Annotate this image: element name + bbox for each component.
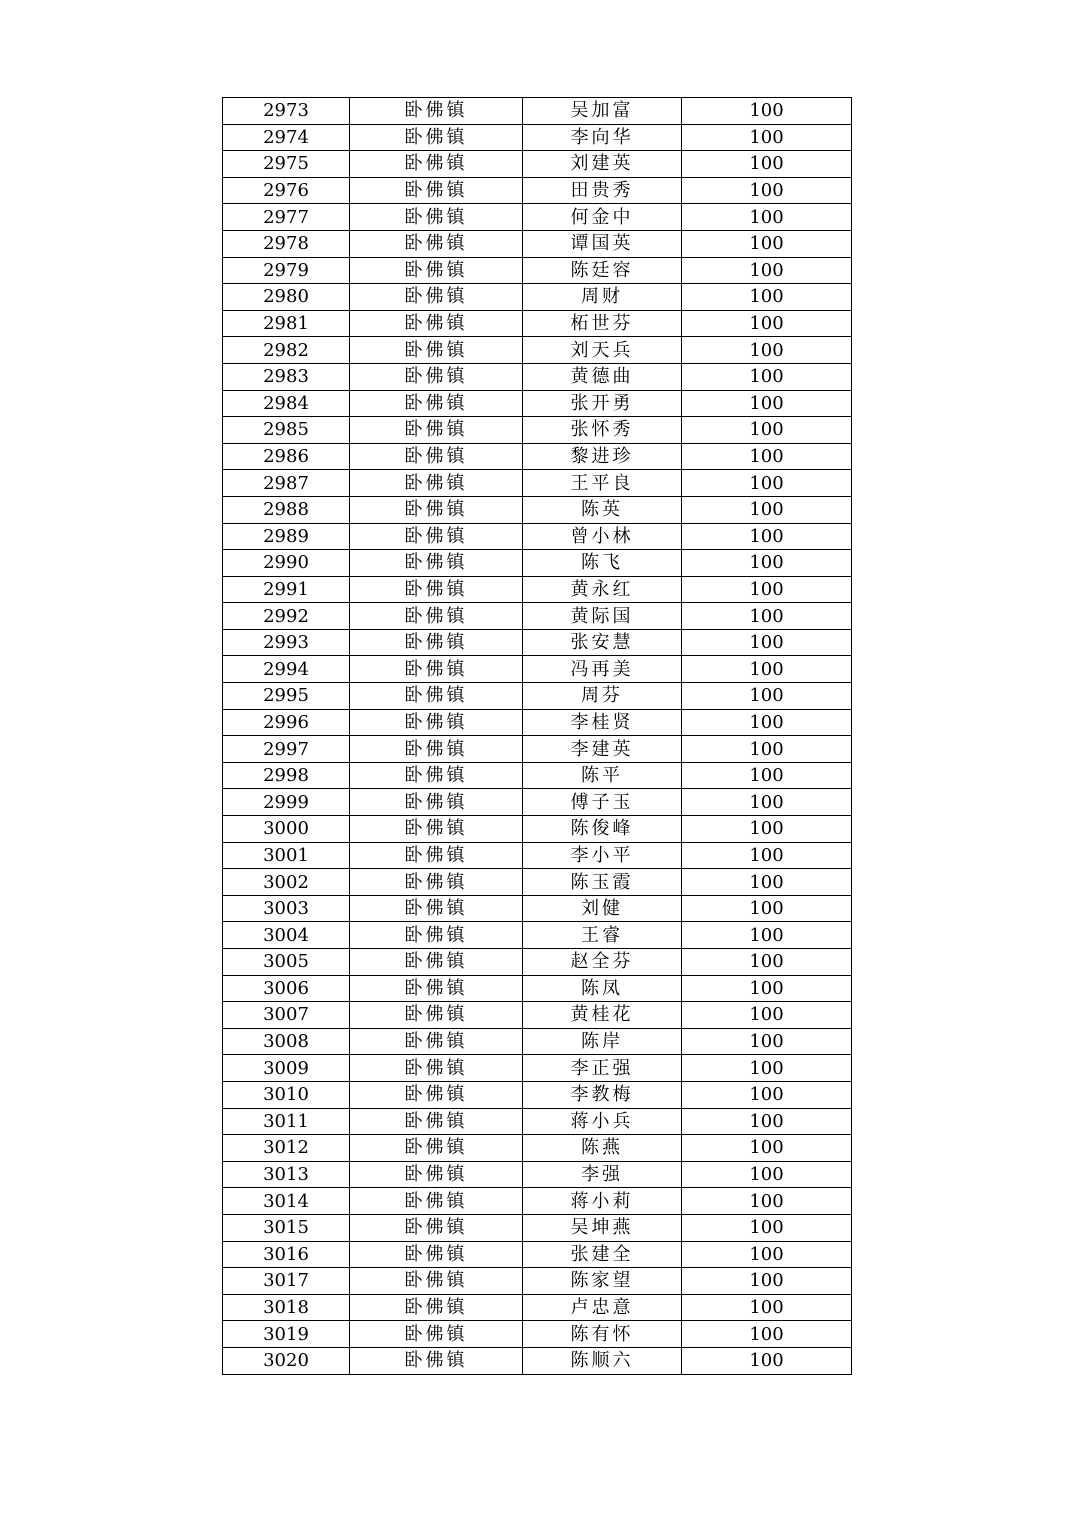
town-cell: 卧佛镇 [350, 762, 523, 789]
person-name-cell: 黎进珍 [523, 443, 682, 470]
table-row [223, 816, 852, 843]
row-number-cell: 2986 [223, 443, 350, 470]
row-number-cell: 3004 [223, 922, 350, 949]
town-cell: 卧佛镇 [350, 736, 523, 763]
person-name-cell: 陈俊峰 [523, 816, 682, 843]
town-cell: 卧佛镇 [350, 204, 523, 231]
row-number-cell: 3005 [223, 949, 350, 976]
table-row [223, 363, 852, 390]
table-row [223, 1108, 852, 1135]
person-name-cell: 王睿 [523, 922, 682, 949]
town-cell: 卧佛镇 [350, 709, 523, 736]
row-number-cell: 2994 [223, 656, 350, 683]
row-number-cell: 2989 [223, 523, 350, 550]
person-name-cell: 陈顺六 [523, 1347, 682, 1374]
table-row [223, 869, 852, 896]
person-name-cell: 李小平 [523, 842, 682, 869]
person-name-cell: 张建全 [523, 1241, 682, 1268]
table-row [223, 523, 852, 550]
amount-cell: 100 [682, 1188, 852, 1215]
row-number-cell: 2997 [223, 736, 350, 763]
row-number-cell: 3017 [223, 1268, 350, 1295]
row-number-cell: 2999 [223, 789, 350, 816]
amount-cell: 100 [682, 1321, 852, 1348]
person-name-cell: 刘健 [523, 895, 682, 922]
row-number-cell: 2984 [223, 390, 350, 417]
amount-cell: 100 [682, 975, 852, 1002]
town-cell: 卧佛镇 [350, 417, 523, 444]
amount-cell: 100 [682, 895, 852, 922]
amount-cell: 100 [682, 363, 852, 390]
town-cell: 卧佛镇 [350, 1108, 523, 1135]
row-number-cell: 3019 [223, 1321, 350, 1348]
person-name-cell: 卢忠意 [523, 1294, 682, 1321]
table-row [223, 842, 852, 869]
row-number-cell: 2993 [223, 629, 350, 656]
amount-cell: 100 [682, 496, 852, 523]
town-cell: 卧佛镇 [350, 789, 523, 816]
table-row [223, 949, 852, 976]
amount-cell: 100 [682, 470, 852, 497]
amount-cell: 100 [682, 257, 852, 284]
table-row [223, 1002, 852, 1029]
row-number-cell: 2975 [223, 151, 350, 178]
amount-cell: 100 [682, 1028, 852, 1055]
amount-cell: 100 [682, 230, 852, 257]
amount-cell: 100 [682, 1241, 852, 1268]
person-name-cell: 张怀秀 [523, 417, 682, 444]
amount-cell: 100 [682, 390, 852, 417]
row-number-cell: 3001 [223, 842, 350, 869]
table-row [223, 576, 852, 603]
table-row [223, 683, 852, 710]
row-number-cell: 3002 [223, 869, 350, 896]
town-cell: 卧佛镇 [350, 1268, 523, 1295]
table-row [223, 762, 852, 789]
person-name-cell: 李桂贤 [523, 709, 682, 736]
table-row [223, 1161, 852, 1188]
amount-cell: 100 [682, 629, 852, 656]
person-name-cell: 陈玉霞 [523, 869, 682, 896]
row-number-cell: 3010 [223, 1081, 350, 1108]
row-number-cell: 3018 [223, 1294, 350, 1321]
amount-cell: 100 [682, 151, 852, 178]
row-number-cell: 2992 [223, 603, 350, 630]
town-cell: 卧佛镇 [350, 1081, 523, 1108]
row-number-cell: 3015 [223, 1214, 350, 1241]
table-row [223, 98, 852, 125]
person-name-cell: 蒋小莉 [523, 1188, 682, 1215]
town-cell: 卧佛镇 [350, 230, 523, 257]
town-cell: 卧佛镇 [350, 576, 523, 603]
town-cell: 卧佛镇 [350, 1028, 523, 1055]
table-row [223, 1188, 852, 1215]
town-cell: 卧佛镇 [350, 550, 523, 577]
table-row [223, 629, 852, 656]
row-number-cell: 3016 [223, 1241, 350, 1268]
town-cell: 卧佛镇 [350, 656, 523, 683]
town-cell: 卧佛镇 [350, 1161, 523, 1188]
table-row [223, 1214, 852, 1241]
row-number-cell: 2973 [223, 98, 350, 125]
town-cell: 卧佛镇 [350, 975, 523, 1002]
town-cell: 卧佛镇 [350, 1002, 523, 1029]
town-cell: 卧佛镇 [350, 337, 523, 364]
amount-cell: 100 [682, 1294, 852, 1321]
row-number-cell: 3013 [223, 1161, 350, 1188]
table-row [223, 443, 852, 470]
row-number-cell: 2983 [223, 363, 350, 390]
person-name-cell: 张安慧 [523, 629, 682, 656]
town-cell: 卧佛镇 [350, 257, 523, 284]
amount-cell: 100 [682, 949, 852, 976]
row-number-cell: 2995 [223, 683, 350, 710]
amount-cell: 100 [682, 922, 852, 949]
person-name-cell: 陈岸 [523, 1028, 682, 1055]
person-name-cell: 周财 [523, 284, 682, 311]
person-name-cell: 黄际国 [523, 603, 682, 630]
town-cell: 卧佛镇 [350, 949, 523, 976]
town-cell: 卧佛镇 [350, 603, 523, 630]
row-number-cell: 2980 [223, 284, 350, 311]
table-row [223, 124, 852, 151]
person-name-cell: 刘建英 [523, 151, 682, 178]
amount-cell: 100 [682, 417, 852, 444]
table-row [223, 177, 852, 204]
person-name-cell: 蒋小兵 [523, 1108, 682, 1135]
table-row [223, 151, 852, 178]
table-row [223, 230, 852, 257]
amount-cell: 100 [682, 1268, 852, 1295]
row-number-cell: 3012 [223, 1135, 350, 1162]
table-row [223, 310, 852, 337]
table-row [223, 1268, 852, 1295]
town-cell: 卧佛镇 [350, 284, 523, 311]
town-cell: 卧佛镇 [350, 1055, 523, 1082]
person-name-cell: 谭国英 [523, 230, 682, 257]
amount-cell: 100 [682, 789, 852, 816]
amount-cell: 100 [682, 842, 852, 869]
person-name-cell: 李教梅 [523, 1081, 682, 1108]
person-name-cell: 田贵秀 [523, 177, 682, 204]
amount-cell: 100 [682, 204, 852, 231]
amount-cell: 100 [682, 1214, 852, 1241]
person-name-cell: 傅子玉 [523, 789, 682, 816]
person-name-cell: 冯再美 [523, 656, 682, 683]
town-cell: 卧佛镇 [350, 1135, 523, 1162]
amount-cell: 100 [682, 124, 852, 151]
amount-cell: 100 [682, 177, 852, 204]
person-name-cell: 黄永红 [523, 576, 682, 603]
row-number-cell: 2976 [223, 177, 350, 204]
person-name-cell: 赵全芬 [523, 949, 682, 976]
amount-cell: 100 [682, 576, 852, 603]
row-number-cell: 3009 [223, 1055, 350, 1082]
row-number-cell: 2974 [223, 124, 350, 151]
town-cell: 卧佛镇 [350, 1241, 523, 1268]
roster-table [222, 97, 852, 1375]
row-number-cell: 2979 [223, 257, 350, 284]
person-name-cell: 吴加富 [523, 98, 682, 125]
town-cell: 卧佛镇 [350, 895, 523, 922]
person-name-cell: 陈廷容 [523, 257, 682, 284]
table-row [223, 417, 852, 444]
amount-cell: 100 [682, 523, 852, 550]
person-name-cell: 陈燕 [523, 1135, 682, 1162]
person-name-cell: 李向华 [523, 124, 682, 151]
person-name-cell: 黄桂花 [523, 1002, 682, 1029]
row-number-cell: 2990 [223, 550, 350, 577]
amount-cell: 100 [682, 1002, 852, 1029]
table-row [223, 709, 852, 736]
person-name-cell: 黄德曲 [523, 363, 682, 390]
row-number-cell: 2991 [223, 576, 350, 603]
person-name-cell: 陈飞 [523, 550, 682, 577]
amount-cell: 100 [682, 443, 852, 470]
person-name-cell: 何金中 [523, 204, 682, 231]
amount-cell: 100 [682, 1135, 852, 1162]
table-row [223, 922, 852, 949]
town-cell: 卧佛镇 [350, 470, 523, 497]
table-row [223, 550, 852, 577]
row-number-cell: 2981 [223, 310, 350, 337]
table-row [223, 1055, 852, 1082]
person-name-cell: 李强 [523, 1161, 682, 1188]
town-cell: 卧佛镇 [350, 629, 523, 656]
person-name-cell: 陈英 [523, 496, 682, 523]
town-cell: 卧佛镇 [350, 177, 523, 204]
table-row [223, 656, 852, 683]
town-cell: 卧佛镇 [350, 1321, 523, 1348]
row-number-cell: 3003 [223, 895, 350, 922]
town-cell: 卧佛镇 [350, 496, 523, 523]
table-row [223, 1347, 852, 1374]
row-number-cell: 3006 [223, 975, 350, 1002]
amount-cell: 100 [682, 1347, 852, 1374]
town-cell: 卧佛镇 [350, 816, 523, 843]
row-number-cell: 2988 [223, 496, 350, 523]
town-cell: 卧佛镇 [350, 523, 523, 550]
amount-cell: 100 [682, 683, 852, 710]
person-name-cell: 张开勇 [523, 390, 682, 417]
row-number-cell: 2998 [223, 762, 350, 789]
amount-cell: 100 [682, 869, 852, 896]
town-cell: 卧佛镇 [350, 1294, 523, 1321]
person-name-cell: 李正强 [523, 1055, 682, 1082]
table-row [223, 1135, 852, 1162]
table-row [223, 496, 852, 523]
person-name-cell: 陈平 [523, 762, 682, 789]
person-name-cell: 陈家望 [523, 1268, 682, 1295]
town-cell: 卧佛镇 [350, 98, 523, 125]
table-row [223, 789, 852, 816]
person-name-cell: 吴坤燕 [523, 1214, 682, 1241]
table-row [223, 603, 852, 630]
amount-cell: 100 [682, 603, 852, 630]
town-cell: 卧佛镇 [350, 310, 523, 337]
town-cell: 卧佛镇 [350, 922, 523, 949]
amount-cell: 100 [682, 656, 852, 683]
amount-cell: 100 [682, 816, 852, 843]
row-number-cell: 2978 [223, 230, 350, 257]
amount-cell: 100 [682, 762, 852, 789]
amount-cell: 100 [682, 1081, 852, 1108]
table-row [223, 1028, 852, 1055]
row-number-cell: 2977 [223, 204, 350, 231]
table-row [223, 390, 852, 417]
table-row [223, 1294, 852, 1321]
table-row [223, 204, 852, 231]
person-name-cell: 曾小林 [523, 523, 682, 550]
person-name-cell: 王平良 [523, 470, 682, 497]
town-cell: 卧佛镇 [350, 1347, 523, 1374]
town-cell: 卧佛镇 [350, 151, 523, 178]
row-number-cell: 2987 [223, 470, 350, 497]
table-row [223, 1241, 852, 1268]
row-number-cell: 3007 [223, 1002, 350, 1029]
town-cell: 卧佛镇 [350, 390, 523, 417]
row-number-cell: 2982 [223, 337, 350, 364]
town-cell: 卧佛镇 [350, 443, 523, 470]
town-cell: 卧佛镇 [350, 1214, 523, 1241]
town-cell: 卧佛镇 [350, 842, 523, 869]
person-name-cell: 陈凤 [523, 975, 682, 1002]
table-row [223, 337, 852, 364]
row-number-cell: 3000 [223, 816, 350, 843]
table-row [223, 975, 852, 1002]
amount-cell: 100 [682, 1108, 852, 1135]
town-cell: 卧佛镇 [350, 683, 523, 710]
amount-cell: 100 [682, 310, 852, 337]
amount-cell: 100 [682, 550, 852, 577]
table-row [223, 895, 852, 922]
town-cell: 卧佛镇 [350, 363, 523, 390]
row-number-cell: 3011 [223, 1108, 350, 1135]
person-name-cell: 柘世芬 [523, 310, 682, 337]
town-cell: 卧佛镇 [350, 124, 523, 151]
table-row [223, 257, 852, 284]
person-name-cell: 李建英 [523, 736, 682, 763]
amount-cell: 100 [682, 284, 852, 311]
table-row [223, 284, 852, 311]
amount-cell: 100 [682, 736, 852, 763]
person-name-cell: 陈有怀 [523, 1321, 682, 1348]
amount-cell: 100 [682, 1161, 852, 1188]
row-number-cell: 2985 [223, 417, 350, 444]
person-name-cell: 刘天兵 [523, 337, 682, 364]
town-cell: 卧佛镇 [350, 1188, 523, 1215]
person-name-cell: 周芬 [523, 683, 682, 710]
row-number-cell: 3008 [223, 1028, 350, 1055]
row-number-cell: 3014 [223, 1188, 350, 1215]
roster-table-body [223, 98, 852, 1375]
table-row [223, 1081, 852, 1108]
amount-cell: 100 [682, 1055, 852, 1082]
row-number-cell: 2996 [223, 709, 350, 736]
amount-cell: 100 [682, 709, 852, 736]
table-row [223, 470, 852, 497]
row-number-cell: 3020 [223, 1347, 350, 1374]
table-row [223, 1321, 852, 1348]
amount-cell: 100 [682, 98, 852, 125]
town-cell: 卧佛镇 [350, 869, 523, 896]
table-row [223, 736, 852, 763]
amount-cell: 100 [682, 337, 852, 364]
